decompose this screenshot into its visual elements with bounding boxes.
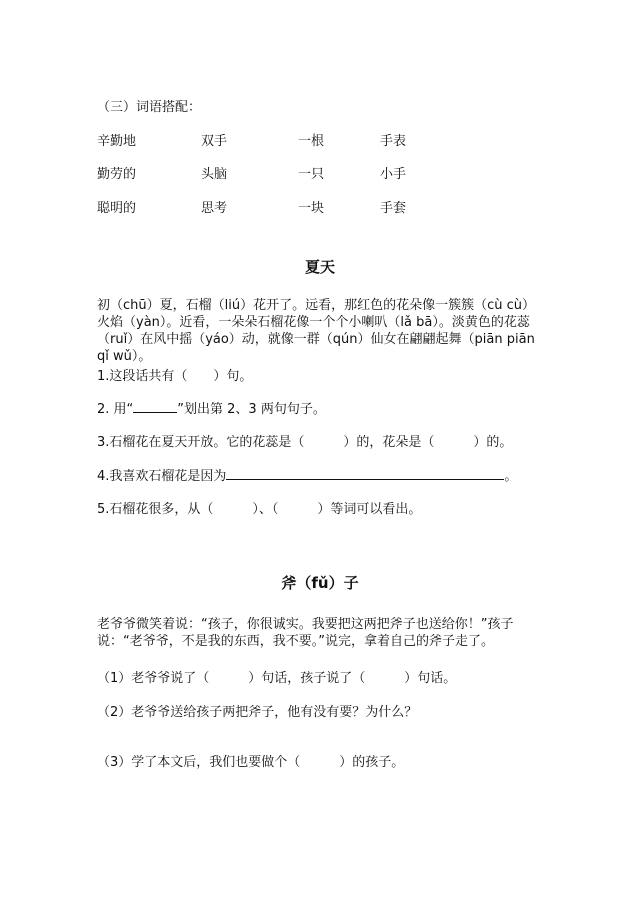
word-cell: 辛勤地 [97, 134, 137, 149]
summer-question-5: 5.石榴花很多，从（ ）、（ ）等词可以看出。 [97, 502, 422, 517]
axe-question-2: （2）老爷爷送给孩子两把斧子，他有没有要？为什么？ [97, 705, 418, 720]
axe-question-1: （1）老爷爷说了（ ）句话，孩子说了（ ）句话。 [97, 671, 457, 686]
q4-prefix: 4.我喜欢石榴花是因为 [97, 469, 227, 484]
axe-passage: 老爷爷微笑着说：“孩子，你很诚实。我要把这两把斧子也送给你！”孩子说：“老爷爷，不是我的东西，我不要。”说完，拿着自己的斧子走了。 [97, 617, 514, 649]
word-cell: 聪明的 [97, 201, 137, 216]
word-cell: 一只 [298, 167, 325, 182]
q2-prefix: 2. 用“ [97, 402, 134, 417]
summer-question-1: 1.这段话共有（ ）句。 [97, 369, 253, 384]
word-cell: 一根 [298, 134, 325, 149]
axe-title: 斧（fǔ）子 [281, 574, 359, 592]
q2-suffix: ”划出第 2、3 两句句子。 [177, 402, 326, 417]
axe-question-3: （3）学了本文后，我们也要做个（ ）的孩子。 [97, 755, 405, 770]
summer-question-3: 3.石榴花在夏天开放。它的花蕊是（ ）的，花朵是（ ）的。 [97, 435, 513, 450]
word-cell: 小手 [380, 167, 407, 182]
summer-passage: 初（chū）夏，石榴（liú）花开了。远看，那红色的花朵像一簇簇（cù cù）火焰（yàn）。近看，一朵朵石榴花像一个个小喇叭（lǎ bā）。淡黄色的花蕊（ruǐ）在风中摇（yáo）动，就像一群（qún）仙女在翩翩起舞（piān piān qǐ wǔ）。 [97, 298, 535, 364]
summer-title: 夏天 [304, 258, 335, 276]
answer-line[interactable] [226, 467, 504, 480]
word-cell: 手套 [380, 201, 407, 216]
word-cell: 双手 [201, 134, 228, 149]
summer-question-4 [97, 465, 517, 484]
word-cell: 思考 [201, 201, 228, 216]
answer-line[interactable] [133, 400, 177, 413]
word-cell: 头脑 [201, 167, 228, 182]
summer-question-2 [97, 398, 326, 417]
q4-suffix: 。 [504, 469, 518, 484]
section3-heading: （三）词语搭配： [97, 100, 202, 115]
word-cell: 手表 [380, 134, 407, 149]
word-cell: 勤劳的 [97, 167, 137, 182]
word-cell: 一块 [298, 201, 325, 216]
